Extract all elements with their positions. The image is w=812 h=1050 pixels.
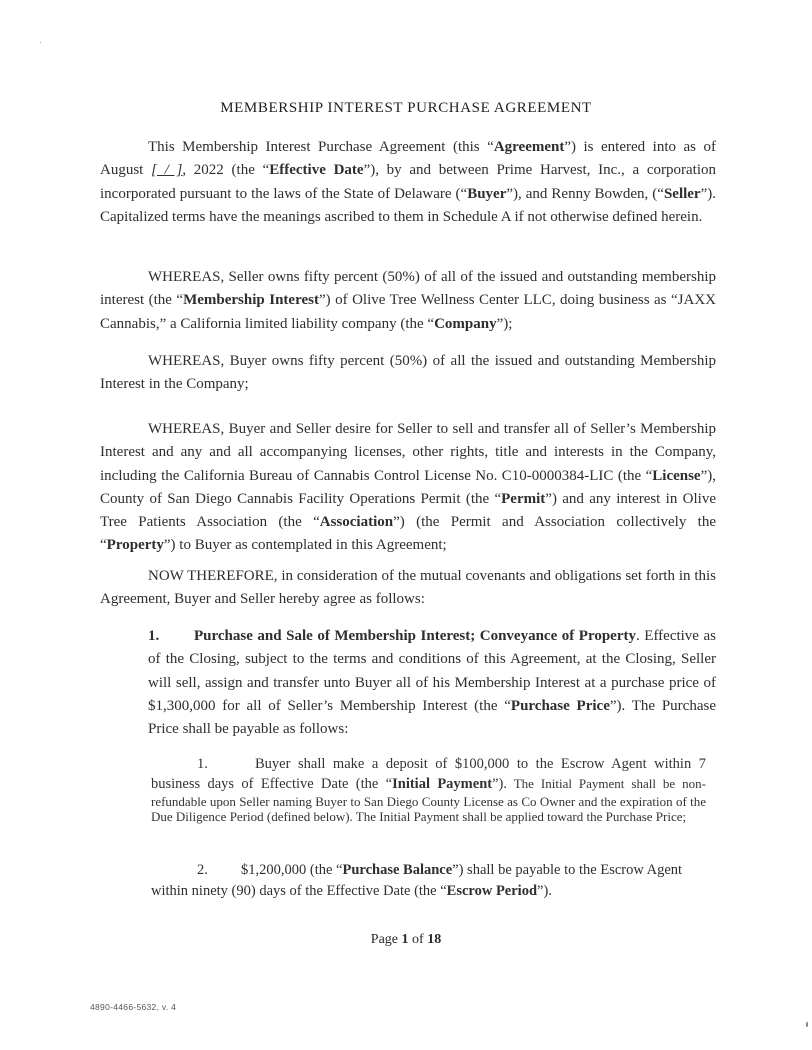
payment-item-1: 1. Buyer shall make a deposit of $100,000 to the Escrow Agent within 7 business days of Effective Date (the “Initial Payment”). The Initial Payment shall be non-refundable upon Seller naming Buyer to San Diego County License as Co Owner and the expiration of the Due Diligence Period (defined below). The Initial Payment shall be applied toward the Purchase Price; — [151, 756, 706, 824]
payment-item-2: 2. $1,200,000 (the “Purchase Balance”) shall be payable to the Escrow Agent within ninety (90) days of the Effective Date (the “Escrow Period”). — [151, 862, 683, 899]
now-therefore-paragraph: NOW THEREFORE, in consideration of the mutual covenants and obligations set forth in this Agreement, Buyer and Seller hereby agree as follows: — [100, 568, 716, 608]
section-heading: Purchase and Sale of Membership Interest; Conveyance of Property — [194, 628, 636, 644]
scan-mark — [40, 42, 41, 43]
scan-mark — [806, 1022, 808, 1027]
section-1: 1. Purchase and Sale of Membership Interest; Conveyance of Property. Effective as of the Closing, subject to the terms and conditions of this Agreement, at the Closing, Seller will sell, assign and transfer unto Buyer all of his Membership Interest at a purchase price of $1,300,000 for all of Seller’s Membership Interest (the “Purchase Price”). The Purchase Price shall be payable as follows: — [148, 625, 716, 741]
whereas-paragraph-2: WHEREAS, Buyer owns fifty percent (50%) of all the issued and outstanding Membership Interest in the Company; — [100, 353, 716, 393]
whereas-paragraph-3: WHEREAS, Buyer and Seller desire for Seller to sell and transfer all of Seller’s Membership Interest and any and all accompanying licenses, other rights, title and interests in the Company, including the California Bureau of Cannabis Control License No. C10-0000384-LIC (the “License”), County of San Diego Cannabis Facility Operations Permit (the “Permit”) and any interest in Olive Tree Patients Association (the “Association”) (the Permit and Association collectively the “Property”) to Buyer as contemplated in this Agreement; — [100, 421, 717, 554]
document-title: MEMBERSHIP INTEREST PURCHASE AGREEMENT — [220, 100, 592, 116]
intro-paragraph: This Membership Interest Purchase Agreement (this “Agreement”) is entered into as of August [ / ], 2022 (the “Effective Date”), by and between Prime Harvest, Inc., a corporation incorporated pursuant to the laws of the State of Delaware (“Buyer”), and Renny Bowden, (“Seller”). Capitalized terms have the meanings ascribed to them in Schedule A if not otherwise defined herein. — [100, 139, 717, 225]
item-number: 2. — [197, 862, 208, 878]
whereas-paragraph-1: WHEREAS, Seller owns fifty percent (50%) of all of the issued and outstanding membership interest (the “Membership Interest”) of Olive Tree Wellness Center LLC, doing business as “JAXX Cannabis,” a California limited liability company (the “Company”); — [100, 269, 716, 332]
section-number: 1. — [148, 628, 160, 644]
page-number: Page 1 of 18 — [370, 932, 442, 947]
document-id: 4890-4466-5632, v. 4 — [90, 1002, 177, 1012]
date-blank: [ / ] — [151, 162, 183, 179]
item-number: 1. — [197, 756, 208, 772]
